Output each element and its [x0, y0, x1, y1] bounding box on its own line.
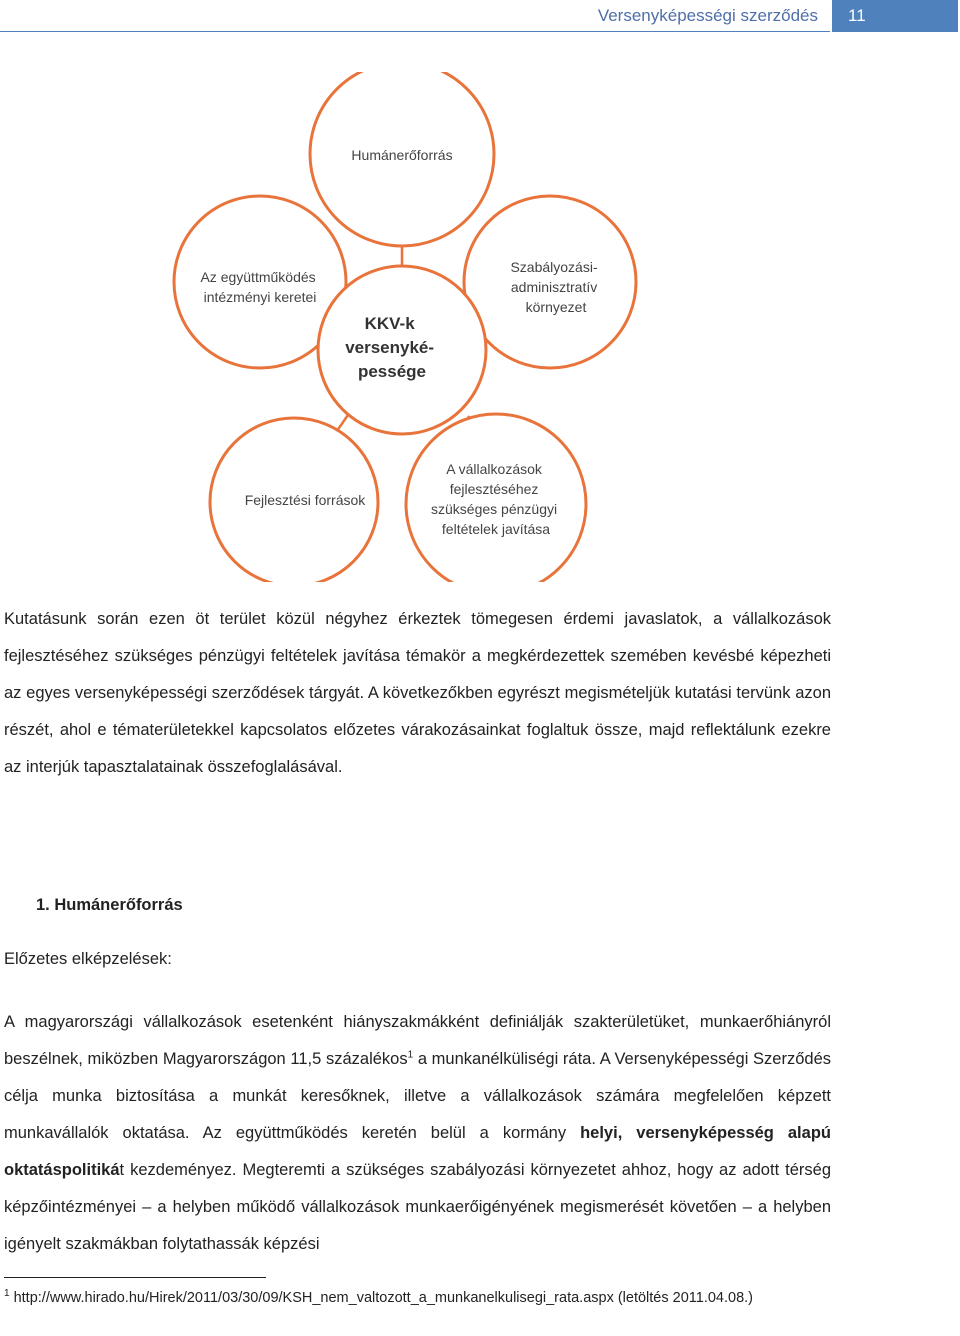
- node-bottom-right-line: fejlesztéséhez: [449, 481, 539, 497]
- footnote-number: 1: [4, 1288, 10, 1300]
- node-left-line: intézményi keretei: [203, 289, 317, 305]
- page-header: [0, 0, 960, 32]
- section-subheading: Előzetes elképzelések:: [4, 950, 172, 968]
- footnote-text[interactable]: http://www.hirado.hu/Hirek/2011/03/30/09/KSH_nem_valtozott_a_munkanelkulisegi_rata.aspx (letöltés 2011.04.08.): [9, 1290, 753, 1306]
- section-heading: 1. Humánerőforrás: [36, 896, 183, 914]
- intro-paragraph: Kutatásunk során ezen öt terület közül négyhez érkeztek tömegesen érdemi javaslatok, a vállalkozások fejlesztéséhez szükséges pénzügyi feltételek javítása témakör a megkérdezettek szemében kevésbé képezheti az egyes versenyképességi szerződések tárgyát. A következőkben egyrészt megismételjük kutatási tervünk azon részét, ahol e tématerületekkel kapcsolatos előzetes várakozásainkat foglaltuk össze, majd reflektálunk ezekre az interjúk tapasztalatainak összefoglalásával.: [4, 610, 831, 776]
- center-line: KKV-k: [364, 314, 415, 333]
- node-right-line: Szabályozási-: [510, 259, 598, 275]
- header-title: Versenyképességi szerződés: [597, 6, 818, 25]
- node-bottom-right-line: A vállalkozások: [446, 461, 542, 477]
- node-bottom-right-line: feltételek javítása: [441, 521, 551, 537]
- node-circle-bottom-right: [406, 414, 586, 582]
- body-paragraph: [4, 1004, 831, 1263]
- paragraph-text: t kezdeményez. Megteremti a szükséges szabályozási környezetet ahhoz, hogy az adott térség képzőintézményei – a helyben működő vállalkozások munkaerőigényének megismerését követően – a helyben igényelt szakmákban folytathassák képzési: [4, 1161, 831, 1253]
- diagram-svg: [170, 72, 640, 582]
- paragraph-text: A magyarországi vállalkozások esetenként hiányszakmákként definiálják szakterületüket, munkaerőhiányról beszélnek, miközben Magyarországon 11,5 százalékos: [4, 1013, 831, 1068]
- node-left-line: Az együttműködés: [200, 269, 316, 285]
- footnote-ref[interactable]: 1: [407, 1049, 414, 1061]
- paragraph-text: a munkanélküliségi ráta. A Versenyképességi Szerződés célja munka biztosítása a munkát keresőknek, illetve a vállalkozások számára megfelelően képzett munkavállalók oktatása. Az együttműködés keretén belül a kormány: [4, 1050, 831, 1142]
- node-top-text: [351, 147, 452, 163]
- center-line: versenyké-: [345, 338, 435, 357]
- node-bottom-left-text: [245, 492, 367, 508]
- footnote-separator: [4, 1277, 266, 1278]
- competitiveness-diagram: [170, 72, 640, 582]
- node-bottom-left-line: Fejlesztési források: [244, 492, 366, 508]
- node-top-line: Humánerőforrás: [351, 147, 453, 163]
- node-right-line: környezet: [525, 299, 587, 315]
- node-right-line: adminisztratív: [510, 279, 598, 295]
- header-rule: [0, 31, 830, 32]
- center-line: pessége: [357, 362, 427, 381]
- footnote: [4, 1287, 844, 1310]
- page-number: 11: [832, 0, 958, 32]
- bold-phrase: helyi, versenyképesség alapú oktatáspolitiká: [4, 1124, 831, 1179]
- node-bottom-right-line: szükséges pénzügyi: [431, 501, 558, 517]
